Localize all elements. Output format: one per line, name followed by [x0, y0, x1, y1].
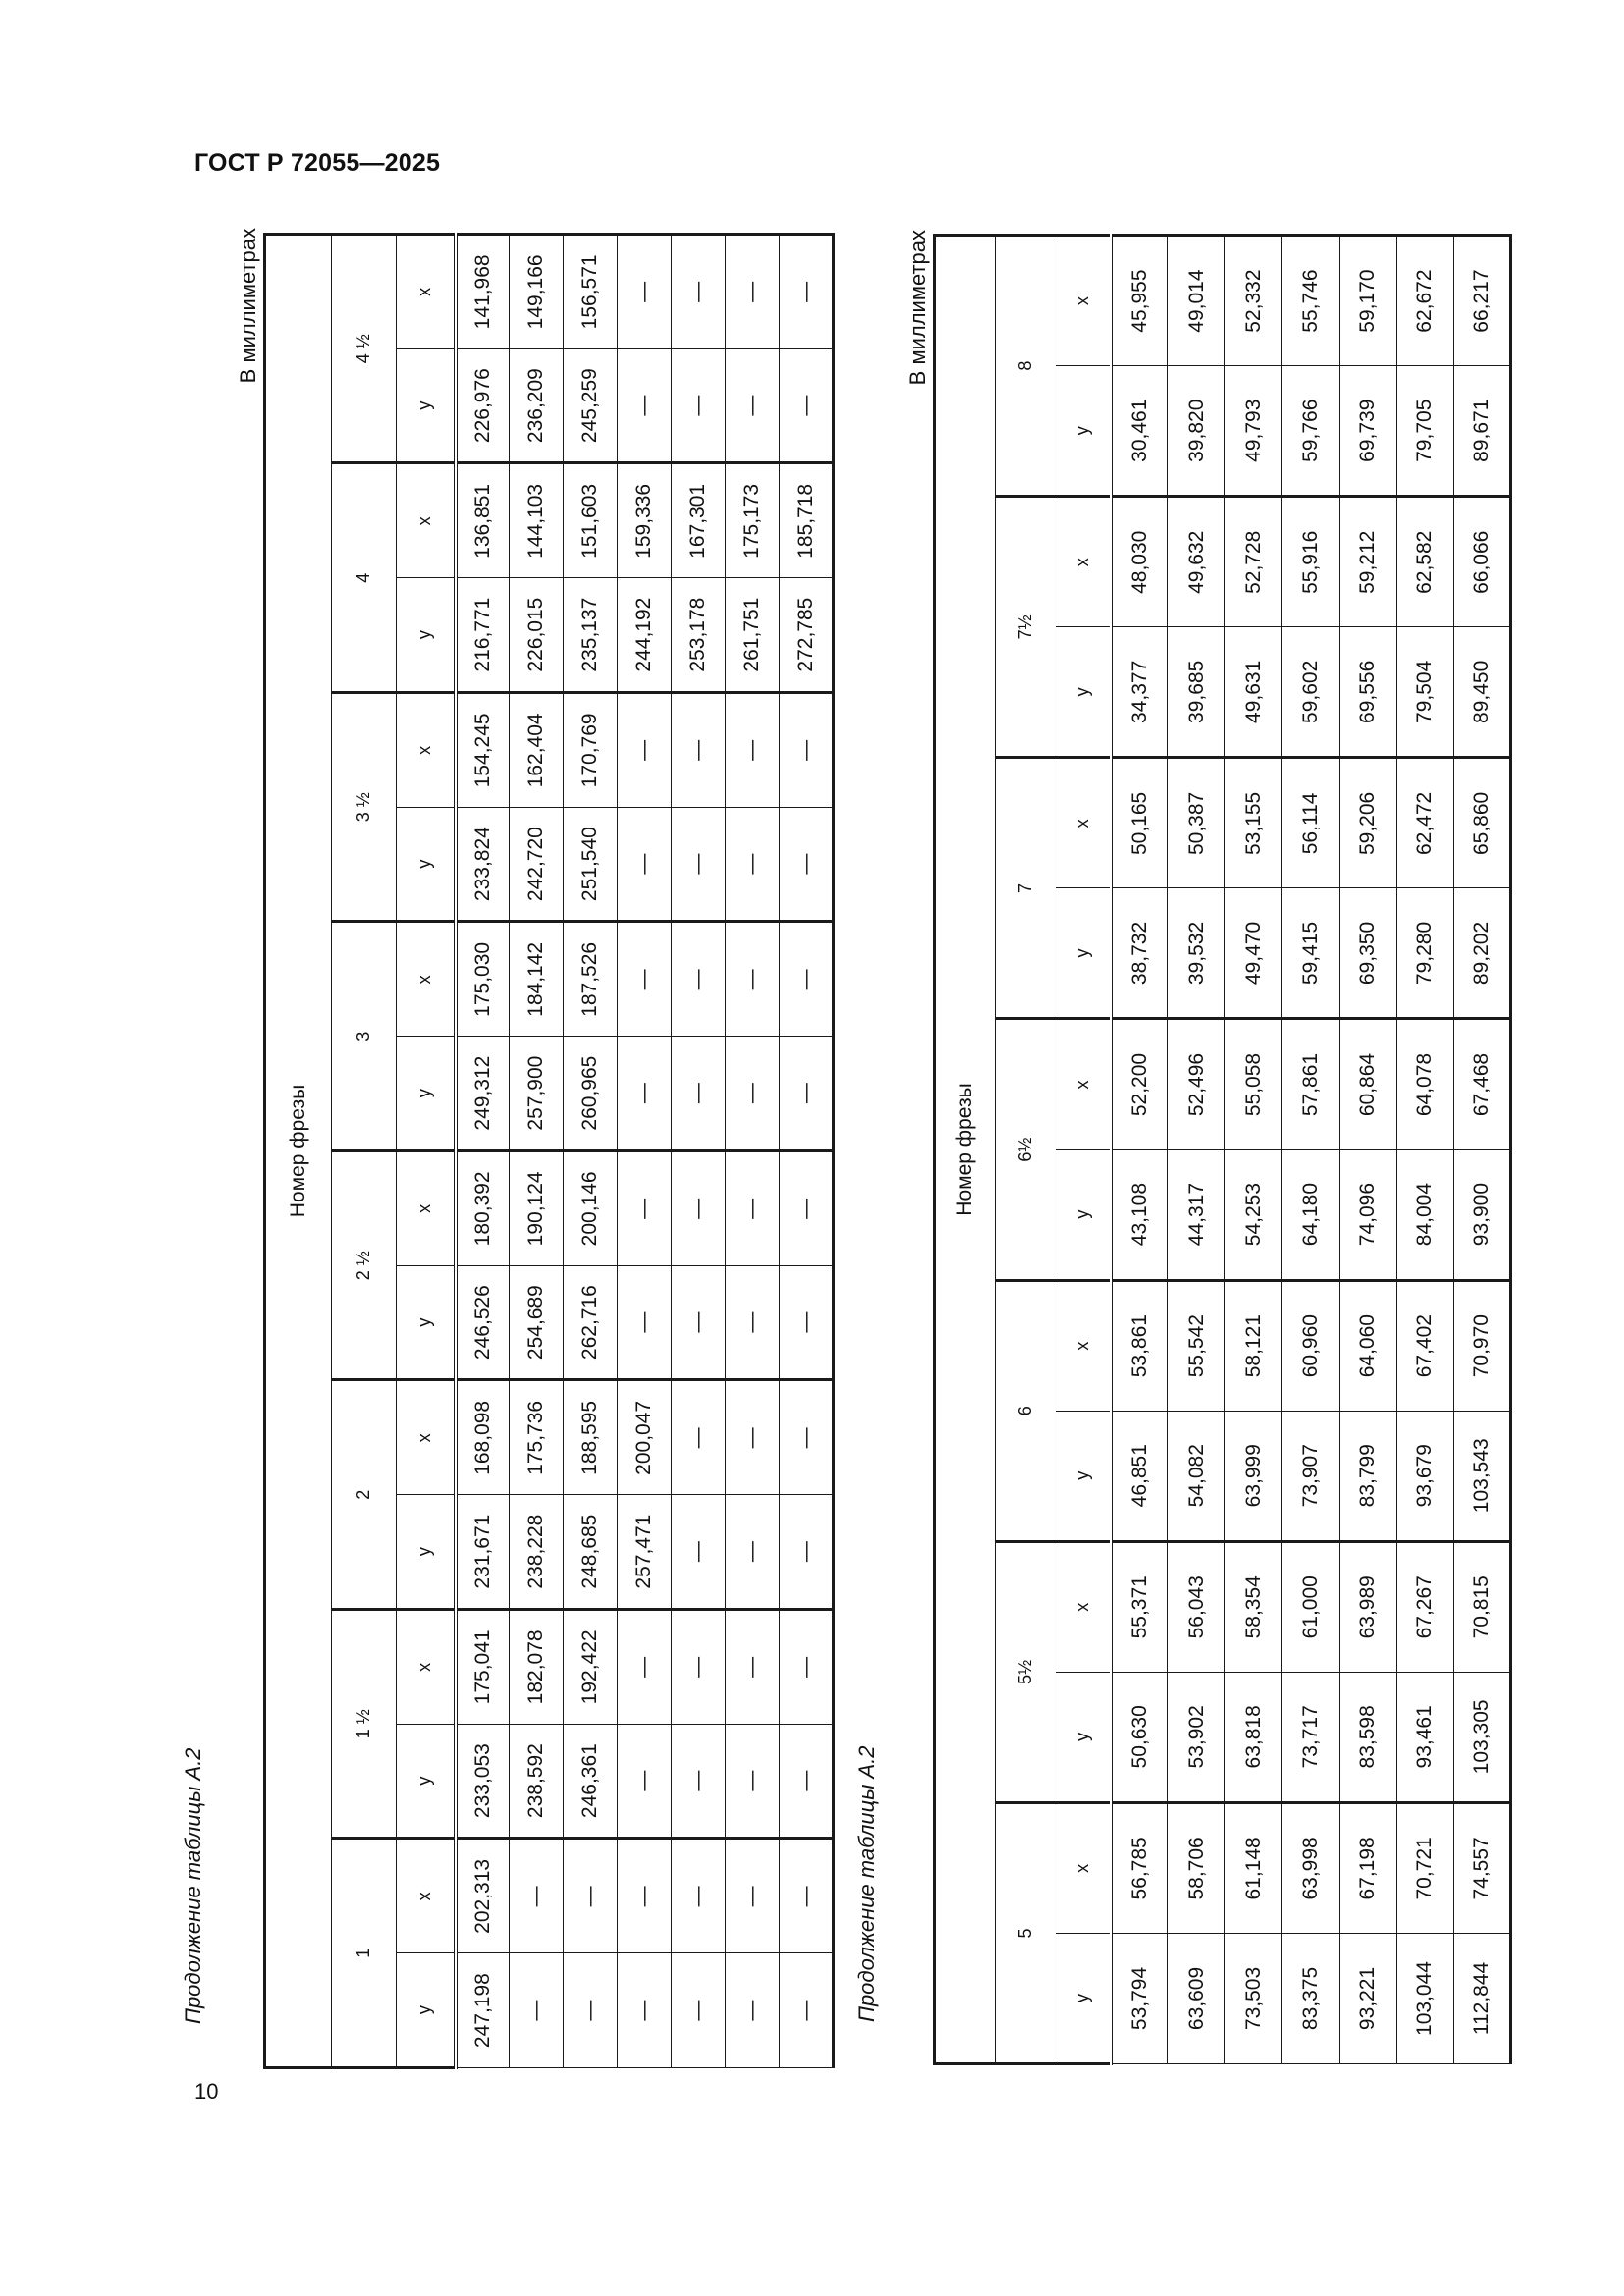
column-group-header: 1 ½ [332, 1610, 397, 1840]
table-cell: 182,078 [510, 1610, 564, 1725]
axis-x-header: x [397, 1610, 456, 1725]
table-cell: 70,970 [1453, 1280, 1510, 1411]
axis-y-header: y [397, 1724, 456, 1839]
axis-x-header: x [1056, 236, 1111, 366]
table-cell: 43,108 [1111, 1149, 1168, 1280]
axis-y-header: y [397, 1953, 456, 2068]
axis-x-header: x [1056, 497, 1111, 627]
axis-y-header: y [397, 1265, 456, 1380]
table-cell: 49,631 [1225, 627, 1282, 758]
axis-x-header: x [397, 1151, 456, 1266]
table-cell: 55,058 [1225, 1019, 1282, 1149]
axis-x-header: x [397, 693, 456, 808]
column-group-header: 4 ½ [332, 235, 397, 464]
table-cell: — [726, 922, 780, 1037]
table-cell: 83,598 [1339, 1672, 1396, 1802]
table-cell: 67,402 [1396, 1280, 1453, 1411]
column-group-header: 7½ [996, 497, 1056, 758]
column-group-header: 2 ½ [332, 1151, 397, 1381]
table-cell: 59,602 [1282, 627, 1339, 758]
table-cell: 61,148 [1225, 1802, 1282, 1933]
table-cell: — [780, 1151, 834, 1266]
table-cell: — [618, 1037, 672, 1151]
table-2-units: В миллиметрах [905, 230, 930, 386]
table-row [1111, 236, 1168, 2064]
column-group-header: 5 [996, 1802, 1056, 2063]
table-cell: 233,053 [456, 1724, 510, 1839]
table-cell: 53,155 [1225, 758, 1282, 888]
table-cell: 246,526 [456, 1265, 510, 1380]
table-cell: 247,198 [456, 1953, 510, 2068]
column-group-header: 2 [332, 1380, 397, 1610]
table-cell: 57,861 [1282, 1019, 1339, 1149]
table-cell: 59,212 [1339, 497, 1396, 627]
table-cell: — [618, 1839, 672, 1953]
table-cell: — [726, 1839, 780, 1953]
table-cell: — [726, 1724, 780, 1839]
table-cell: 64,060 [1339, 1280, 1396, 1411]
axis-x-header: x [1056, 1802, 1111, 1933]
table-2 [933, 234, 1512, 2065]
axis-x-header: x [397, 463, 456, 578]
table-cell: 39,685 [1168, 627, 1225, 758]
table-cell: 34,377 [1111, 627, 1168, 758]
table-cell: 93,900 [1453, 1149, 1510, 1280]
table-cell: 63,609 [1168, 1933, 1225, 2063]
table-cell: — [726, 1610, 780, 1725]
table-cell: 54,253 [1225, 1149, 1282, 1280]
table-cell: 254,689 [510, 1265, 564, 1380]
table-cell: — [672, 1495, 726, 1610]
table-cell: 55,542 [1168, 1280, 1225, 1411]
table-cell: 58,706 [1168, 1802, 1225, 1933]
table-cell: — [780, 1265, 834, 1380]
table-row [1396, 236, 1453, 2064]
axis-x-header: x [397, 235, 456, 349]
table-cell: 60,960 [1282, 1280, 1339, 1411]
table-1-units: В миллиметрах [236, 228, 260, 384]
table-cell: 83,375 [1282, 1933, 1339, 2063]
table-cell: 238,592 [510, 1724, 564, 1839]
table-cell: — [618, 922, 672, 1037]
table-cell: 59,415 [1282, 888, 1339, 1019]
table-cell: — [780, 807, 834, 922]
table-cell: 69,739 [1339, 366, 1396, 497]
table-row [564, 235, 618, 2068]
table-cell: 257,900 [510, 1037, 564, 1151]
axis-y-header: y [397, 1037, 456, 1151]
table-cell: 149,166 [510, 235, 564, 349]
table-cell: 56,785 [1111, 1802, 1168, 1933]
table-row [780, 235, 834, 2068]
table-cell: 52,496 [1168, 1019, 1225, 1149]
table-cell: 58,121 [1225, 1280, 1282, 1411]
table-cell: 79,280 [1396, 888, 1453, 1019]
table-cell: 235,137 [564, 578, 618, 693]
table-row [510, 235, 564, 2068]
table-cell: — [672, 1839, 726, 1953]
axis-y-header: y [1056, 627, 1111, 758]
table-cell: 63,999 [1225, 1411, 1282, 1541]
table-cell: 63,989 [1339, 1541, 1396, 1672]
table-1-caption: Продолжение таблицы А.2 [181, 1747, 205, 2024]
table-cell: — [672, 1610, 726, 1725]
table-cell: 242,720 [510, 807, 564, 922]
table-cell: 93,221 [1339, 1933, 1396, 2063]
table-cell: 170,769 [564, 693, 618, 808]
column-group-header: 8 [996, 236, 1056, 497]
table-cell: 39,532 [1168, 888, 1225, 1019]
table-cell: — [618, 1610, 672, 1725]
table-row [1168, 236, 1225, 2064]
table-cell: 62,582 [1396, 497, 1453, 627]
axis-x-header: x [397, 922, 456, 1037]
table-cell: 64,078 [1396, 1019, 1453, 1149]
table-cell: 30,461 [1111, 366, 1168, 497]
table-cell: — [510, 1953, 564, 2068]
axis-y-header: y [397, 348, 456, 463]
table-cell: 50,387 [1168, 758, 1225, 888]
table-cell: 93,461 [1396, 1672, 1453, 1802]
table-cell: 187,526 [564, 922, 618, 1037]
table-cell: — [726, 1265, 780, 1380]
table-cell: 167,301 [672, 463, 726, 578]
table-row [672, 235, 726, 2068]
table-cell: 246,361 [564, 1724, 618, 1839]
column-group-header: 3 ½ [332, 693, 397, 923]
table-cell: — [618, 1265, 672, 1380]
table-cell: 50,630 [1111, 1672, 1168, 1802]
table-cell: 83,799 [1339, 1411, 1396, 1541]
table-row [726, 235, 780, 2068]
axis-y-header: y [1056, 1149, 1111, 1280]
axis-y-header: y [1056, 1411, 1111, 1541]
axis-x-header: x [397, 1380, 456, 1495]
table-cell: 46,851 [1111, 1411, 1168, 1541]
table-cell: 200,047 [618, 1380, 672, 1495]
column-group-header: 4 [332, 463, 397, 693]
table-cell: — [618, 235, 672, 349]
table-cell: 272,785 [780, 578, 834, 693]
axis-y-header: y [1056, 1933, 1111, 2063]
table-row [1453, 236, 1510, 2064]
table-cell: 79,504 [1396, 627, 1453, 758]
table-cell: 52,728 [1225, 497, 1282, 627]
table-cell: — [780, 1724, 834, 1839]
table-cell: 261,751 [726, 578, 780, 693]
table-cell: — [726, 1495, 780, 1610]
table-cell: 192,422 [564, 1610, 618, 1725]
table-cell: — [780, 922, 834, 1037]
table-cell: — [726, 693, 780, 808]
table-cell: — [618, 1151, 672, 1266]
table-cell: 200,146 [564, 1151, 618, 1266]
table-cell: — [726, 235, 780, 349]
table-cell: 175,041 [456, 1610, 510, 1725]
table-cell: 262,716 [564, 1265, 618, 1380]
table-cell: 226,015 [510, 578, 564, 693]
table-cell: 175,173 [726, 463, 780, 578]
axis-x-header: x [1056, 1019, 1111, 1149]
column-group-header: 5½ [996, 1541, 1056, 1802]
table-cell: 162,404 [510, 693, 564, 808]
table-cell: 249,312 [456, 1037, 510, 1151]
table-cell: — [780, 1495, 834, 1610]
table-cell: 60,864 [1339, 1019, 1396, 1149]
table-cell: — [672, 1953, 726, 2068]
table-cell: — [780, 1610, 834, 1725]
table-cell: 141,968 [456, 235, 510, 349]
table-cell: 73,717 [1282, 1672, 1339, 1802]
axis-y-header: y [1056, 1672, 1111, 1802]
table-cell: 66,066 [1453, 497, 1510, 627]
table-cell: 245,259 [564, 348, 618, 463]
table-cell: 112,844 [1453, 1933, 1510, 2063]
axis-y-header: y [397, 578, 456, 693]
table-cell: 59,170 [1339, 236, 1396, 366]
column-group-header: 3 [332, 922, 397, 1151]
table-cell: — [618, 348, 672, 463]
table-cell: 52,200 [1111, 1019, 1168, 1149]
table-cell: 156,571 [564, 235, 618, 349]
table-cell: 56,043 [1168, 1541, 1225, 1672]
table-cell: 67,198 [1339, 1802, 1396, 1933]
table-cell: — [780, 693, 834, 808]
table-cell: — [618, 693, 672, 808]
table-cell: 62,472 [1396, 758, 1453, 888]
table-cell: 55,371 [1111, 1541, 1168, 1672]
table-cell: 73,907 [1282, 1411, 1339, 1541]
table-cell: 61,000 [1282, 1541, 1339, 1672]
table-cell: 190,124 [510, 1151, 564, 1266]
table-cell: — [672, 1380, 726, 1495]
table-cell: 52,332 [1225, 236, 1282, 366]
table-cell: 233,824 [456, 807, 510, 922]
table-cell: 103,305 [1453, 1672, 1510, 1802]
table-cell: 93,679 [1396, 1411, 1453, 1541]
table-cell: 63,998 [1282, 1802, 1339, 1933]
table-cell: — [672, 1265, 726, 1380]
table-row [1282, 236, 1339, 2064]
table-cell: — [726, 1037, 780, 1151]
table-cell: — [672, 235, 726, 349]
table-cell: — [618, 1724, 672, 1839]
document-header: ГОСТ Р 72055—2025 [194, 149, 441, 177]
table-cell: 53,861 [1111, 1280, 1168, 1411]
table-cell: 62,672 [1396, 236, 1453, 366]
table-cell: 79,705 [1396, 366, 1453, 497]
table-cell: 70,815 [1453, 1541, 1510, 1672]
table-cell: 216,771 [456, 578, 510, 693]
table-cell: 253,178 [672, 578, 726, 693]
table-cell: 66,217 [1453, 236, 1510, 366]
table-cell: 180,392 [456, 1151, 510, 1266]
table-cell: 175,030 [456, 922, 510, 1037]
table-cell: — [618, 807, 672, 922]
table-cell: 184,142 [510, 922, 564, 1037]
table-cell: 55,746 [1282, 236, 1339, 366]
table-row [618, 235, 672, 2068]
table-cell: 226,976 [456, 348, 510, 463]
table-cell: 69,350 [1339, 888, 1396, 1019]
column-group-header: 7 [996, 758, 1056, 1019]
table-cell: 44,317 [1168, 1149, 1225, 1280]
table-cell: 154,245 [456, 693, 510, 808]
table-cell: 58,354 [1225, 1541, 1282, 1672]
table-cell: 74,557 [1453, 1802, 1510, 1933]
table-cell: 202,313 [456, 1839, 510, 1953]
table-cell: 67,468 [1453, 1019, 1510, 1149]
table-2-caption: Продолжение таблицы А.2 [854, 1745, 879, 2022]
table-cell: 53,794 [1111, 1933, 1168, 2063]
table-cell: — [780, 348, 834, 463]
column-group-header: 1 [332, 1839, 397, 2068]
table-cell: 59,766 [1282, 366, 1339, 497]
table-cell: 238,228 [510, 1495, 564, 1610]
table-cell: — [564, 1839, 618, 1953]
table-cell: — [726, 1151, 780, 1266]
column-group-header: 6½ [996, 1019, 1056, 1280]
table-cell: 248,685 [564, 1495, 618, 1610]
table-cell: 159,336 [618, 463, 672, 578]
table-cell: 257,471 [618, 1495, 672, 1610]
table-cell: 49,632 [1168, 497, 1225, 627]
table-cell: — [672, 807, 726, 922]
table-cell: 54,082 [1168, 1411, 1225, 1541]
table-cell: 55,916 [1282, 497, 1339, 627]
table-cell: 151,603 [564, 463, 618, 578]
table-cell: 89,671 [1453, 366, 1510, 497]
table-cell: 236,209 [510, 348, 564, 463]
axis-x-header: x [397, 1839, 456, 1953]
table-cell: 69,556 [1339, 627, 1396, 758]
table-cell: — [564, 1953, 618, 2068]
table-cell: — [726, 807, 780, 922]
table-cell: — [780, 1839, 834, 1953]
axis-x-header: x [1056, 758, 1111, 888]
axis-y-header: y [397, 807, 456, 922]
table-cell: 175,736 [510, 1380, 564, 1495]
table-cell: 53,902 [1168, 1672, 1225, 1802]
table-cell: — [780, 1037, 834, 1151]
table-cell: — [726, 1380, 780, 1495]
table-cell: 64,180 [1282, 1149, 1339, 1280]
axis-x-header: x [1056, 1280, 1111, 1411]
table-cell: — [780, 1953, 834, 2068]
table-cell: 63,818 [1225, 1672, 1282, 1802]
table-cell: 260,965 [564, 1037, 618, 1151]
table-cell: 144,103 [510, 463, 564, 578]
axis-y-header: y [397, 1495, 456, 1610]
table-cell: 136,851 [456, 463, 510, 578]
table-cell: 231,671 [456, 1495, 510, 1610]
table-cell: 251,540 [564, 807, 618, 922]
table-row [1225, 236, 1282, 2064]
table-cell: — [618, 1953, 672, 2068]
table-cell: 168,098 [456, 1380, 510, 1495]
axis-y-header: y [1056, 366, 1111, 497]
table-cell: 65,860 [1453, 758, 1510, 888]
table-cell: — [672, 1724, 726, 1839]
table-cell: 59,206 [1339, 758, 1396, 888]
table-cell: 89,450 [1453, 627, 1510, 758]
axis-y-header: y [1056, 888, 1111, 1019]
table-cell: — [510, 1839, 564, 1953]
table-cell: 103,044 [1396, 1933, 1453, 2063]
table-cell: 56,114 [1282, 758, 1339, 888]
table-cell: 49,793 [1225, 366, 1282, 497]
axis-x-header: x [1056, 1541, 1111, 1672]
table-cell: — [672, 348, 726, 463]
table-cell: 74,096 [1339, 1149, 1396, 1280]
table-cell: — [726, 1953, 780, 2068]
group-header: Номер фрезы [265, 235, 332, 2068]
table-cell: — [672, 1037, 726, 1151]
table-cell: 185,718 [780, 463, 834, 578]
table-cell: 73,503 [1225, 1933, 1282, 2063]
table-cell: 67,267 [1396, 1541, 1453, 1672]
table-cell: 244,192 [618, 578, 672, 693]
table-cell: 49,470 [1225, 888, 1282, 1019]
column-group-header: 6 [996, 1280, 1056, 1541]
table-cell: — [672, 693, 726, 808]
page-number: 10 [194, 2079, 219, 2104]
table-cell: 39,820 [1168, 366, 1225, 497]
group-header: Номер фрезы [935, 236, 996, 2064]
table-cell: 188,595 [564, 1380, 618, 1495]
table-cell: 50,165 [1111, 758, 1168, 888]
table-cell: 38,732 [1111, 888, 1168, 1019]
table-1 [263, 233, 835, 2069]
table-cell: 103,543 [1453, 1411, 1510, 1541]
table-cell: — [726, 348, 780, 463]
table-cell: — [780, 235, 834, 349]
table-cell: — [672, 922, 726, 1037]
table-cell: 45,955 [1111, 236, 1168, 366]
table-cell: 89,202 [1453, 888, 1510, 1019]
table-cell: — [672, 1151, 726, 1266]
table-cell: 49,014 [1168, 236, 1225, 366]
table-row [456, 235, 510, 2068]
table-cell: 70,721 [1396, 1802, 1453, 1933]
table-cell: — [780, 1380, 834, 1495]
table-row [1339, 236, 1396, 2064]
table-cell: 48,030 [1111, 497, 1168, 627]
table-cell: 84,004 [1396, 1149, 1453, 1280]
